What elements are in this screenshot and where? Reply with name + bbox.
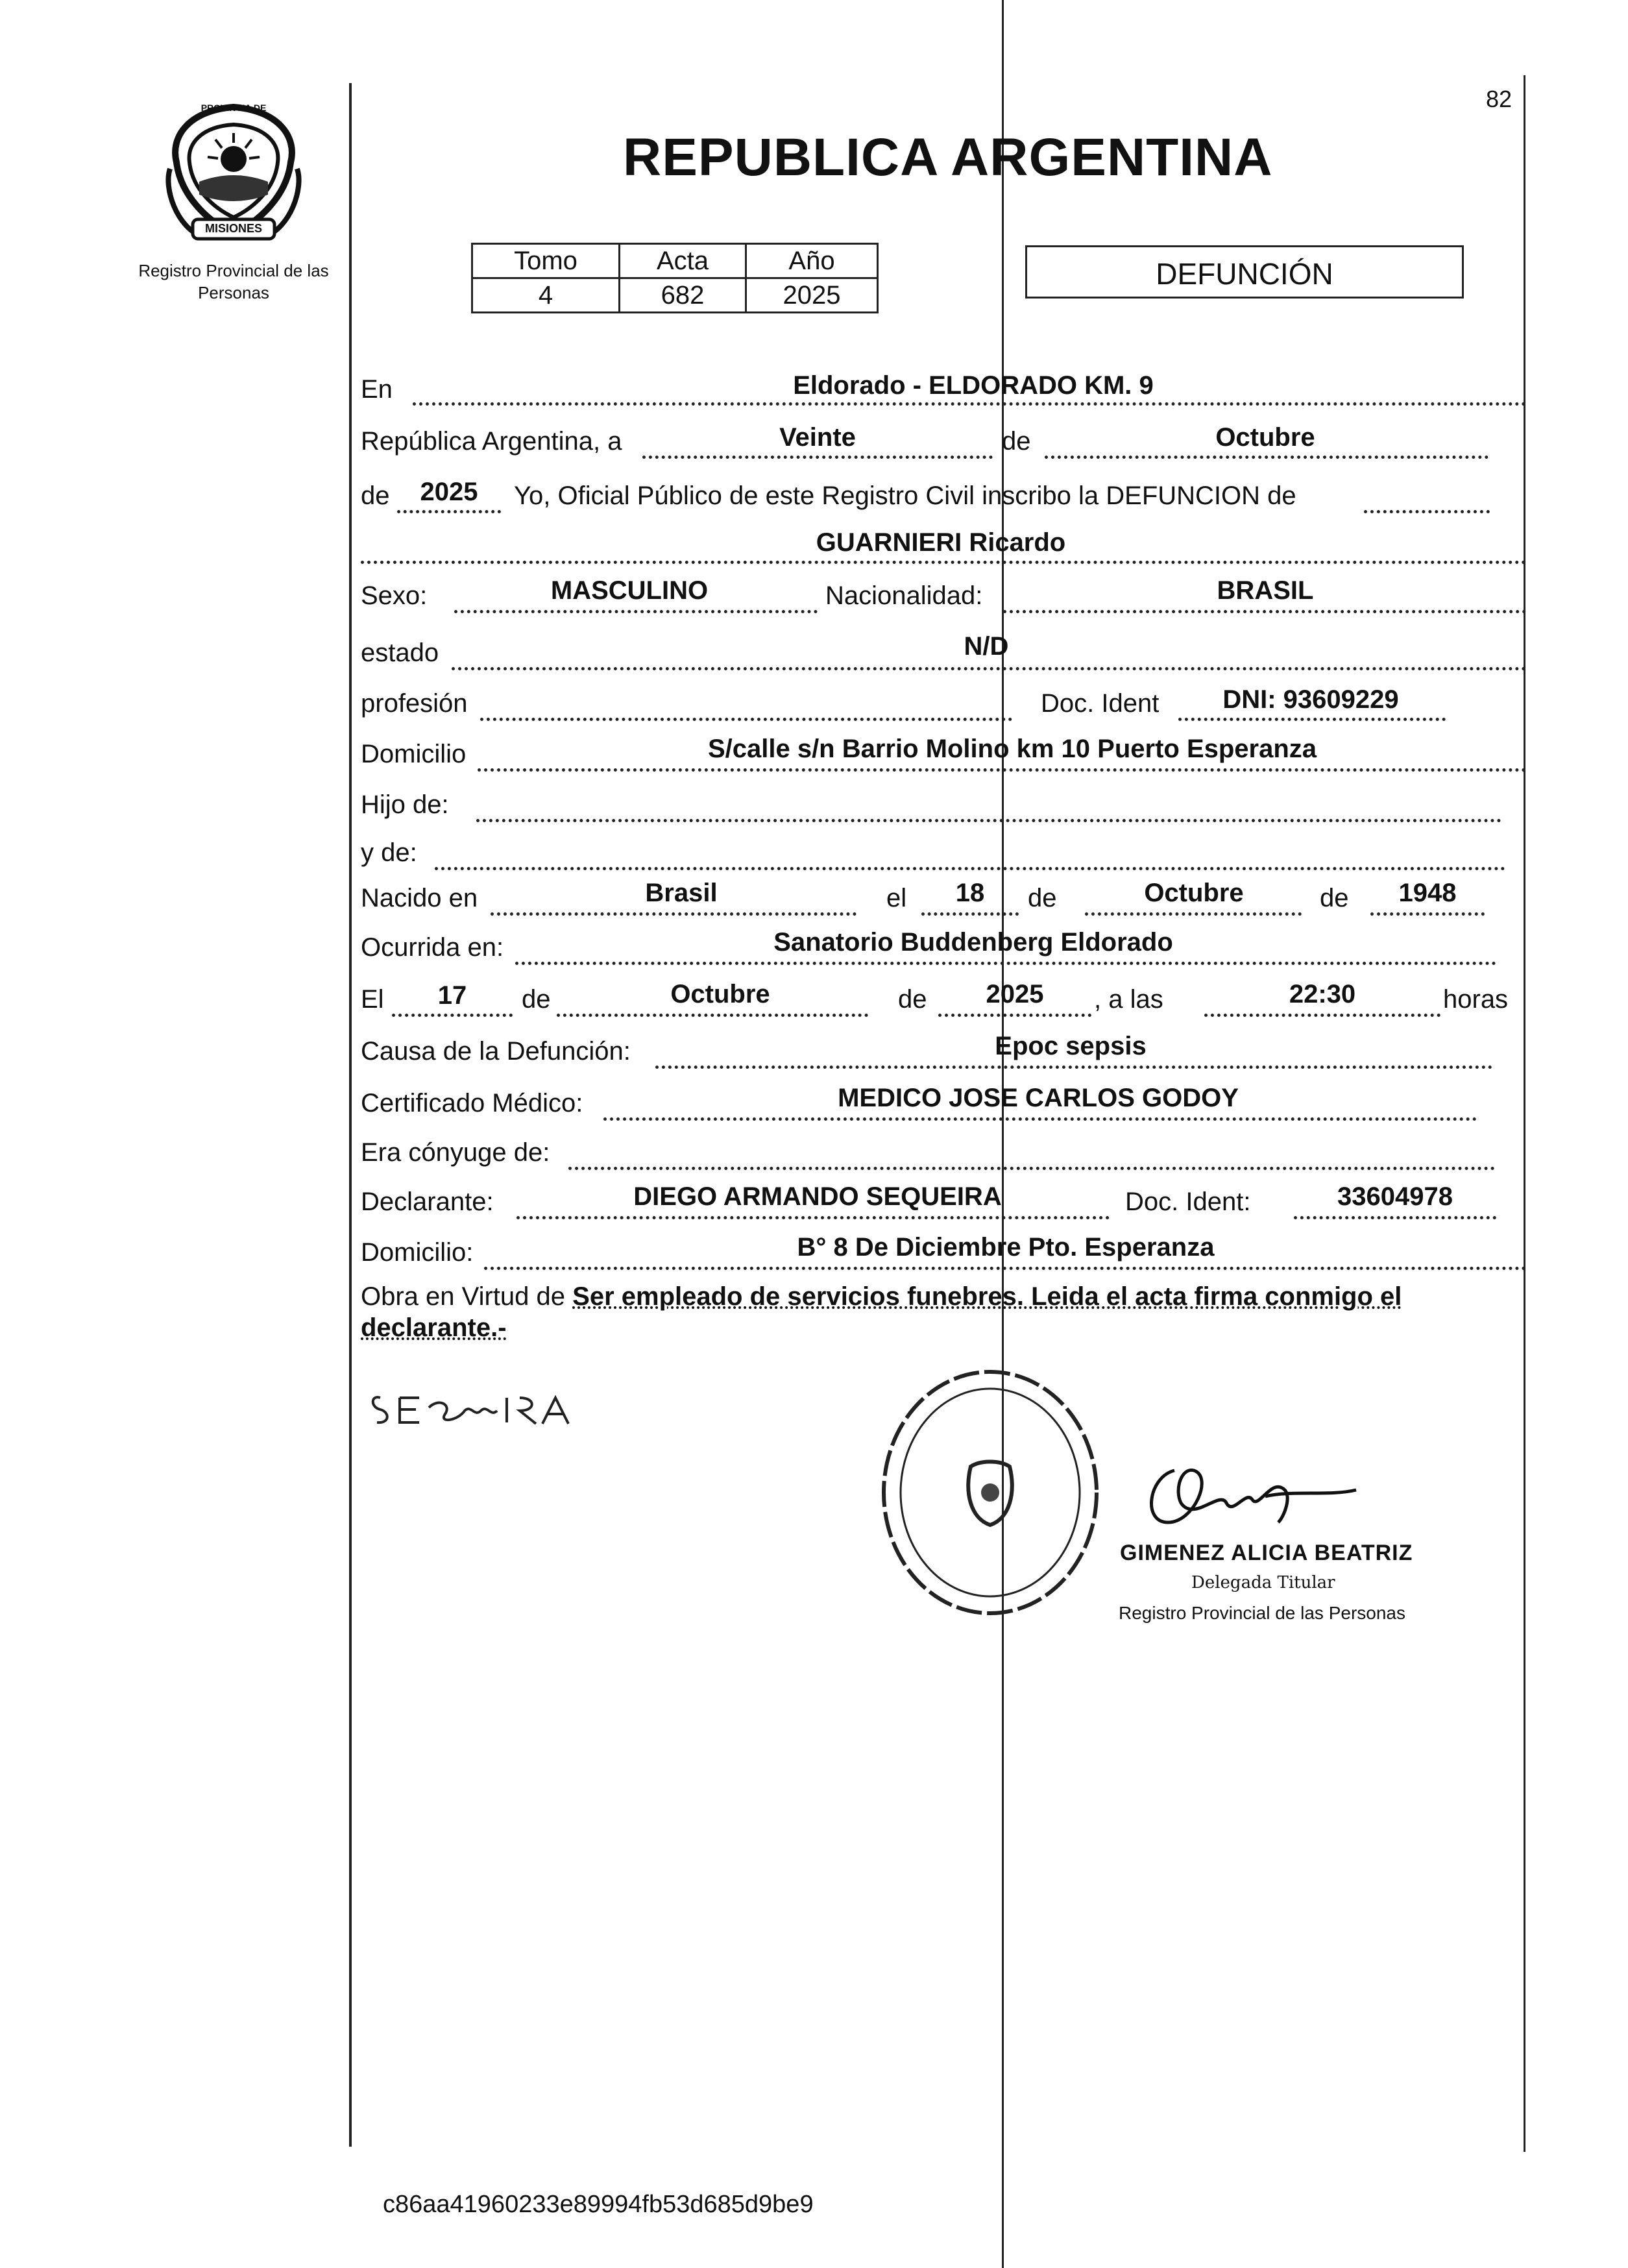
registry-header-acta: Acta (620, 244, 746, 278)
dotted-line (1085, 912, 1302, 916)
dotted-line (435, 867, 1505, 870)
dotted-line (484, 1267, 1526, 1270)
dotted-line (1204, 1014, 1440, 1017)
logo-seal-top-text: PROVINCIA DE (200, 103, 267, 113)
official-name: GIMENEZ ALICIA BEATRIZ (1120, 1541, 1413, 1565)
field-estado: N/D (964, 632, 1009, 661)
dotted-line (557, 1014, 868, 1017)
label-de: de (522, 985, 551, 1014)
field-sexo: MASCULINO (550, 576, 709, 605)
label-de: de (1028, 884, 1057, 912)
dotted-line (454, 610, 818, 613)
field-mes: Octubre (1215, 423, 1315, 452)
dotted-line (480, 718, 1012, 721)
label-nacionalidad: Nacionalidad: (825, 581, 983, 610)
field-nombre: GUARNIERI Ricardo (816, 528, 1066, 557)
field-nac-anio: 1948 (1398, 879, 1457, 907)
label-certificado: Certificado Médico: (361, 1089, 583, 1117)
dotted-line (478, 768, 1526, 772)
field-nacido-en: Brasil (645, 879, 718, 907)
dotted-line (491, 912, 857, 916)
label-de: de (361, 482, 390, 510)
field-def-mes: Octubre (670, 980, 770, 1008)
dotted-line (1370, 912, 1485, 916)
right-margin-line (1524, 75, 1525, 2152)
field-domicilio: S/calle s/n Barrio Molino km 10 Puerto Esperanza (707, 735, 1317, 763)
dotted-line (397, 510, 501, 513)
dotted-line (1003, 610, 1526, 613)
official-stamp (873, 1363, 1107, 1635)
dotted-line (642, 456, 993, 459)
label-hijo-de: Hijo de: (361, 790, 449, 819)
label-republica: República Argentina, a (361, 427, 622, 456)
label-horas: horas (1443, 985, 1509, 1014)
official-role: Delegada Titular (1191, 1573, 1335, 1592)
field-declarante: DIEGO ARMANDO SEQUEIRA (633, 1182, 1002, 1211)
registry-value-anio: 2025 (746, 278, 878, 313)
left-margin-line (349, 83, 352, 2147)
dotted-line (413, 402, 1526, 406)
logo-caption: Registro Provincial de las Personas (138, 261, 329, 302)
label-nacido-en: Nacido en (361, 884, 478, 912)
dotted-line (921, 912, 1019, 916)
dotted-line (568, 1167, 1495, 1170)
label-causa: Causa de la Defunción: (361, 1037, 631, 1066)
field-def-dia: 17 (437, 981, 467, 1010)
dotted-line (603, 1117, 1477, 1121)
field-nac-mes: Octubre (1144, 879, 1244, 907)
label-ocurrida-en: Ocurrida en: (361, 933, 504, 962)
registry-value-acta: 682 (620, 278, 746, 313)
field-ocurrida-en: Sanatorio Buddenberg Eldorado (773, 928, 1173, 957)
dotted-line (392, 1014, 513, 1017)
declarant-signature (367, 1378, 575, 1430)
dotted-line (452, 667, 1526, 670)
registry-header-tomo: Tomo (472, 244, 620, 278)
label-doc-ident: Doc. Ident (1041, 689, 1160, 718)
label-a-las: , a las (1094, 985, 1163, 1014)
label-yo-oficial: Yo, Oficial Público de este Registro Civil inscribo la DEFUNCION de (514, 482, 1296, 510)
field-obra: Ser empleado de servicios funebres. Leida el acta firma conmigo el declarante.- (361, 1282, 1402, 1342)
dotted-line (1364, 510, 1490, 513)
dotted-line (655, 1066, 1492, 1069)
label-conyuge: Era cónyuge de: (361, 1138, 550, 1167)
label-domicilio: Domicilio (361, 740, 467, 768)
dotted-line (1045, 456, 1488, 459)
label-profesion: profesión (361, 689, 468, 718)
dotted-line (476, 819, 1501, 822)
label-y-de: y de: (361, 838, 417, 867)
label-de: de (1002, 427, 1031, 456)
label-obra: Obra en Virtud de (361, 1282, 566, 1311)
field-nac-dia: 18 (955, 879, 985, 907)
dotted-line (1294, 1216, 1496, 1219)
field-anio: 2025 (420, 478, 478, 506)
field-lugar: Eldorado - ELDORADO KM. 9 (793, 371, 1154, 400)
record-type-box: DEFUNCIÓN (1025, 245, 1464, 299)
obra-en-virtud (361, 1281, 1522, 1343)
field-nacionalidad: BRASIL (1217, 576, 1314, 605)
field-dni: DNI: 93609229 (1222, 685, 1399, 714)
logo-seal-bottom-text: MISIONES (204, 222, 262, 235)
field-certificado: MEDICO JOSE CARLOS GODOY (838, 1084, 1239, 1112)
label-estado: estado (361, 639, 439, 667)
page-title: REPUBLICA ARGENTINA (623, 128, 1273, 187)
official-org: Registro Provincial de las Personas (1119, 1603, 1405, 1623)
label-el-cap: El (361, 985, 384, 1014)
registry-value-tomo: 4 (472, 278, 620, 313)
label-sexo: Sexo: (361, 581, 428, 610)
field-declarante-doc: 33604978 (1337, 1182, 1453, 1211)
dotted-line (516, 1216, 1110, 1219)
registry-table (471, 243, 879, 313)
label-domicilio-declarante: Domicilio: (361, 1238, 474, 1267)
label-en: En (361, 375, 393, 404)
registry-header-anio: Año (746, 244, 878, 278)
dotted-line (1178, 718, 1446, 721)
field-hora: 22:30 (1289, 980, 1356, 1008)
field-dia: Veinte (779, 423, 856, 452)
document-hash: c86aa41960233e89994fb53d685d9be9 (383, 2191, 814, 2218)
dotted-line (938, 1014, 1091, 1017)
field-causa: Epoc sepsis (995, 1032, 1147, 1060)
label-doc-ident-declarante: Doc. Ident: (1125, 1188, 1251, 1216)
field-declarante-domicilio: B° 8 De Diciembre Pto. Esperanza (797, 1233, 1215, 1262)
label-declarante: Declarante: (361, 1188, 494, 1216)
label-el: el (886, 884, 907, 912)
dotted-line (361, 561, 1526, 564)
label-de: de (1320, 884, 1349, 912)
dotted-line (515, 962, 1496, 965)
page-number: 82 (1486, 86, 1513, 112)
official-signature (1136, 1451, 1382, 1542)
field-def-anio: 2025 (986, 980, 1044, 1008)
center-fold-line (1002, 0, 1004, 2268)
label-de: de (898, 985, 927, 1014)
